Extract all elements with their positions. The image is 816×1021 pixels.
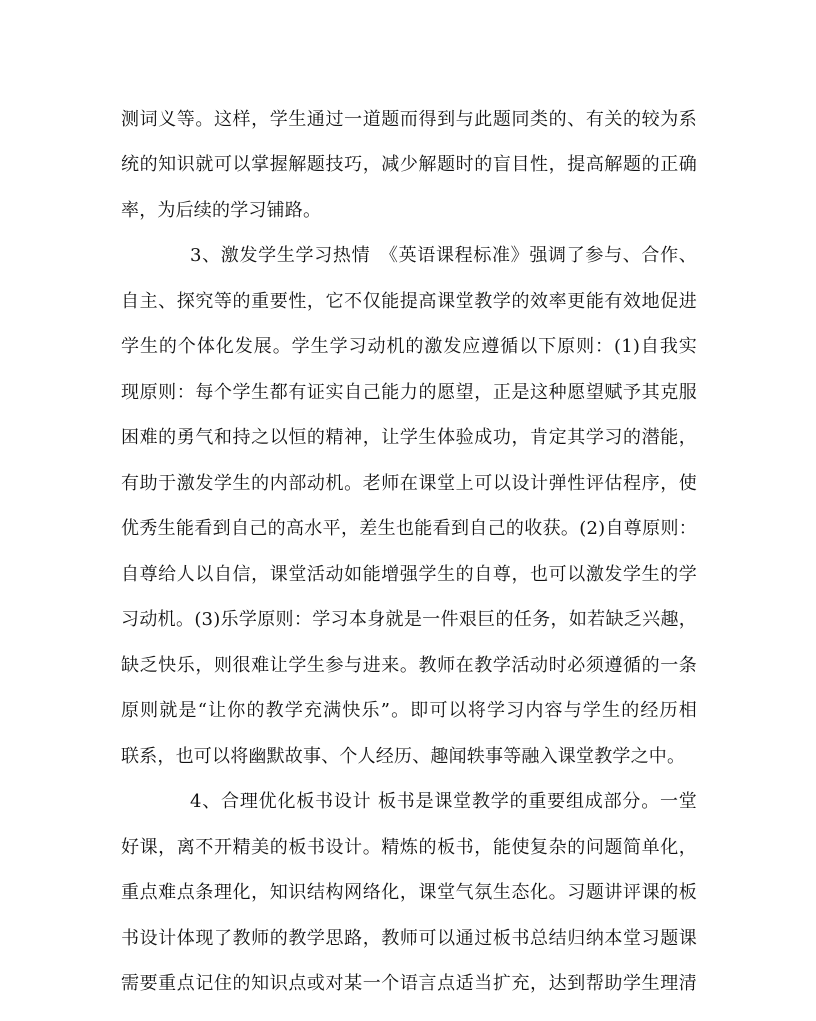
section-heading-line: 4、合理优化板书设计 板书是课堂教学的重要组成部分。一堂 [190, 791, 697, 812]
text-line: 原则就是“让你的教学充满快乐”。即可以将学习内容与学生的经历相 [121, 700, 697, 721]
text-line: 测词义等。这样，学生通过一道题而得到与此题同类的、有关的较为系 [121, 109, 697, 130]
text-line: 重点难点条理化，知识结构网络化，课堂气氛生态化。习题讲评课的板 [121, 882, 697, 903]
text-line: 优秀生能看到自己的高水平，差生也能看到自己的收获。(2)自尊原则： [121, 518, 697, 539]
text-line: 需要重点记住的知识点或对某一个语言点适当扩充，达到帮助学生理清 [121, 973, 697, 994]
text-line: 现原则：每个学生都有证实自己能力的愿望，正是这种愿望赋予其克服 [121, 382, 697, 403]
text-line: 联系，也可以将幽默故事、个人经历、趣闻轶事等融入课堂教学之中。 [121, 746, 686, 767]
section-heading-line: 3、激发学生学习热情 《英语课程标准》强调了参与、合作、 [190, 245, 697, 266]
text-line: 好课，离不开精美的板书设计。精炼的板书，能使复杂的问题简单化， [121, 837, 697, 858]
text-line: 统的知识就可以掌握解题技巧，减少解题时的盲目性，提高解题的正确 [121, 154, 697, 175]
text-line: 有助于激发学生的内部动机。老师在课堂上可以设计弹性评估程序，使 [121, 473, 697, 494]
text-line: 学生的个体化发展。学生学习动机的激发应遵循以下原则：(1)自我实 [121, 336, 697, 357]
text-line: 习动机。(3)乐学原则：学习本身就是一件艰巨的任务，如若缺乏兴趣， [121, 609, 697, 630]
text-line: 书设计体现了教师的教学思路，教师可以通过板书总结归纳本堂习题课 [121, 928, 697, 949]
text-line: 缺乏快乐，则很难让学生参与进来。教师在教学活动时必须遵循的一条 [121, 655, 697, 676]
text-line: 困难的勇气和持之以恒的精神，让学生体验成功，肯定其学习的潜能， [121, 427, 697, 448]
text-line: 自主、探究等的重要性，它不仅能提高课堂教学的效率更能有效地促进 [121, 291, 697, 312]
text-line: 自尊给人以自信，课堂活动如能增强学生的自尊，也可以激发学生的学 [121, 564, 697, 585]
text-line: 率，为后续的学习铺路。 [121, 200, 322, 221]
